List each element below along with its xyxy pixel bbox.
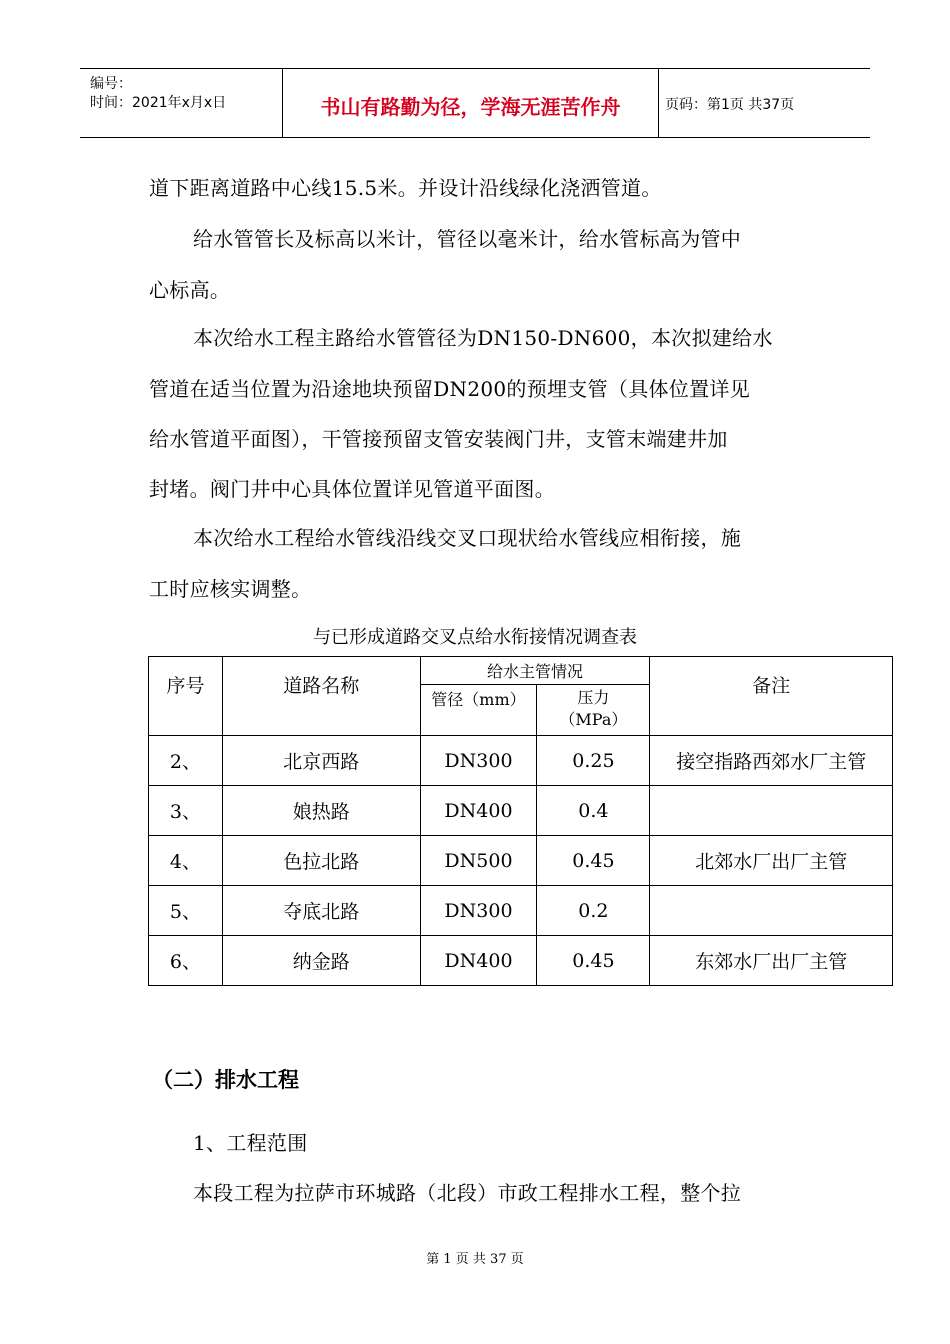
cell-seq: 4、 [149,836,223,886]
cell-note: 接空指路西郊水厂主管 [650,736,893,786]
header-road: 道路名称 [222,657,420,736]
cell-note [650,886,893,936]
paragraph-line: 本段工程为拉萨市环城路（北段）市政工程排水工程，整个拉 [193,1181,742,1205]
cell-road: 娘热路 [222,786,420,836]
cell-diameter: DN500 [420,836,537,886]
table-row [149,936,893,986]
page-header [80,68,870,138]
document-number-label: 编号： [90,76,132,92]
cell-pressure: 0.2 [537,886,650,936]
survey-table [148,656,893,986]
cell-pressure: 0.45 [537,836,650,886]
header-page-info: 页码：第1页 共37页 [665,97,795,113]
section-heading: （二）排水工程 [152,1068,299,1092]
paragraph-line: 给水管道平面图），干管接预留支管安装阀门井，支管末端建井加 [149,427,728,451]
paragraph-line: 封堵。阀门井中心具体位置详见管道平面图。 [149,477,555,501]
cell-seq: 5、 [149,886,223,936]
header-meta-cell [80,69,283,137]
paragraph-line: 道下距离道路中心线15.5米。并设计沿线绿化浇洒管道。 [149,176,662,200]
header-pressure: 压力（MPa） [537,685,650,736]
cell-diameter: DN400 [420,786,537,836]
cell-seq: 2、 [149,736,223,786]
paragraph-line: 本次给水工程主路给水管管径为DN150-DN600，本次拟建给水 [193,326,773,350]
cell-note [650,786,893,836]
paragraph-line: 给水管管长及标高以米计，管径以毫米计，给水管标高为管中 [193,227,742,251]
header-note: 备注 [650,657,893,736]
header-motto-cell [283,69,659,137]
cell-road: 夺底北路 [222,886,420,936]
table-row [149,886,893,936]
paragraph-line: 工时应核实调整。 [149,577,312,601]
header-motto: 书山有路勤为径，学海无涯苦作舟 [320,95,621,119]
page-footer: 第 1 页 共 37 页 [426,1252,524,1267]
cell-pressure: 0.25 [537,736,650,786]
header-page-cell [659,69,870,137]
cell-diameter: DN300 [420,886,537,936]
cell-diameter: DN300 [420,736,537,786]
table-row [149,736,893,786]
cell-seq: 3、 [149,786,223,836]
header-main-pipe: 给水主管情况 [420,657,650,685]
cell-pressure: 0.4 [537,786,650,836]
sub-heading: 1、工程范围 [193,1131,308,1155]
cell-diameter: DN400 [420,936,537,986]
cell-road: 纳金路 [222,936,420,986]
cell-pressure: 0.45 [537,936,650,986]
table-header-row [149,657,893,685]
cell-road: 北京西路 [222,736,420,786]
table-row [149,786,893,836]
table-caption: 与已形成道路交叉点给水衔接情况调查表 [313,627,637,648]
header-seq: 序号 [149,657,223,736]
table-body [149,736,893,986]
header-diameter: 管径（mm） [420,685,537,736]
cell-note: 东郊水厂出厂主管 [650,936,893,986]
document-time-label: 时间：2021年x月x日 [90,95,227,111]
cell-note: 北郊水厂出厂主管 [650,836,893,886]
table-row [149,836,893,886]
paragraph-line: 心标高。 [149,278,231,302]
paragraph-line: 管道在适当位置为沿途地块预留DN200的预埋支管（具体位置详见 [149,377,751,401]
cell-seq: 6、 [149,936,223,986]
cell-road: 色拉北路 [222,836,420,886]
paragraph-line: 本次给水工程给水管线沿线交叉口现状给水管线应相衔接，施 [193,526,742,550]
